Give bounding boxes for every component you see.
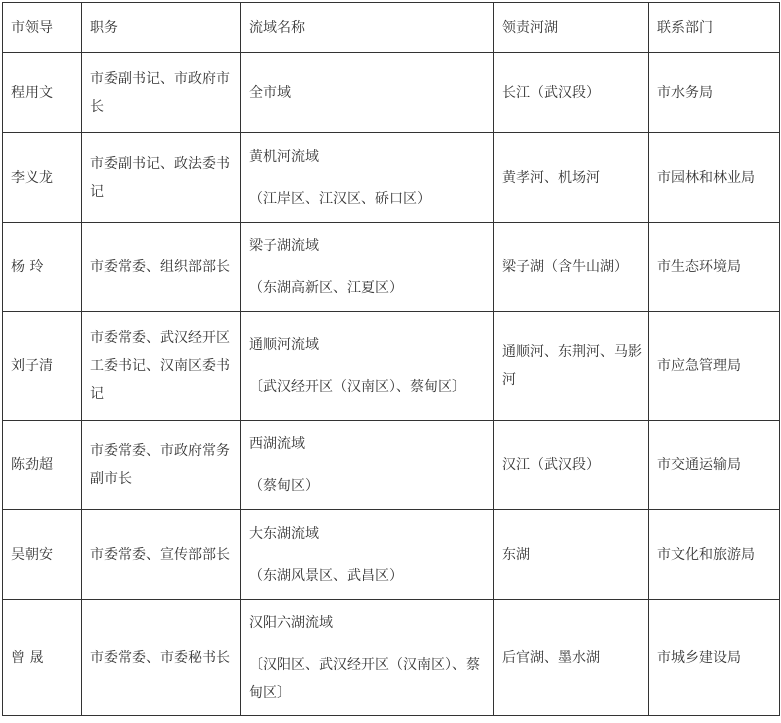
- position-cell: 市委副书记、市政府市长: [82, 53, 241, 133]
- department-cell: 市水务局: [649, 53, 780, 133]
- department-cell: 市应急管理局: [649, 312, 780, 421]
- rivers-cell: 汉江（武汉段）: [494, 421, 649, 510]
- basin-cell: [241, 600, 494, 716]
- table-row: [3, 223, 780, 312]
- header-position: 职务: [82, 3, 241, 53]
- basin-area: （东湖风景区、武昌区）: [249, 567, 403, 584]
- basin-name: 西湖流域: [249, 436, 305, 452]
- basin-name: 黄机河流域: [249, 148, 319, 165]
- leader-responsibility-table: [2, 2, 780, 716]
- basin-cell: [241, 53, 494, 133]
- basin-name: 汉阳六湖流域: [249, 614, 333, 631]
- basin-name: 梁子湖流域: [249, 238, 319, 254]
- leader-cell: 程用文: [3, 53, 82, 133]
- position-cell: 市委常委、武汉经开区工委书记、汉南区委书记: [82, 312, 241, 421]
- leader-cell: 曾 晟: [3, 600, 82, 716]
- basin-cell: [241, 312, 494, 421]
- table-row: [3, 421, 780, 510]
- basin-area: 〔武汉经开区（汉南区）、蔡甸区〕: [249, 379, 466, 395]
- table-row: [3, 312, 780, 421]
- header-leader: 市领导: [3, 3, 82, 53]
- table-row: [3, 53, 780, 133]
- leader-cell: 李义龙: [3, 133, 82, 223]
- rivers-cell: 后官湖、墨水湖: [494, 600, 649, 716]
- department-cell: 市文化和旅游局: [649, 510, 780, 600]
- header-basin: 流域名称: [241, 3, 494, 53]
- basin-area: （东湖高新区、江夏区）: [249, 280, 403, 296]
- leader-cell: 杨 玲: [3, 223, 82, 312]
- basin-name: 大东湖流域: [249, 525, 319, 542]
- basin-cell: [241, 510, 494, 600]
- table-row: [3, 510, 780, 600]
- rivers-cell: 东湖: [494, 510, 649, 600]
- basin-area: （蔡甸区）: [249, 478, 319, 494]
- department-cell: 市园林和林业局: [649, 133, 780, 223]
- position-cell: 市委常委、市政府常务副市长: [82, 421, 241, 510]
- rivers-cell: 长江（武汉段）: [494, 53, 649, 133]
- position-cell: 市委副书记、政法委书记: [82, 133, 241, 223]
- department-cell: 市交通运输局: [649, 421, 780, 510]
- leader-cell: 刘子清: [3, 312, 82, 421]
- position-cell: 市委常委、组织部部长: [82, 223, 241, 312]
- rivers-cell: 黄孝河、机场河: [494, 133, 649, 223]
- header-rivers: 领责河湖: [494, 3, 649, 53]
- table-row: [3, 600, 780, 716]
- rivers-cell: 梁子湖（含牛山湖）: [494, 223, 649, 312]
- table-header-row: [3, 3, 780, 53]
- basin-name: 全市域: [249, 84, 291, 101]
- basin-cell: [241, 421, 494, 510]
- table-row: [3, 133, 780, 223]
- position-cell: 市委常委、市委秘书长: [82, 600, 241, 716]
- leader-cell: 陈劲超: [3, 421, 82, 510]
- position-cell: 市委常委、宣传部部长: [82, 510, 241, 600]
- department-cell: 市生态环境局: [649, 223, 780, 312]
- basin-cell: [241, 223, 494, 312]
- basin-cell: [241, 133, 494, 223]
- leader-cell: 吴朝安: [3, 510, 82, 600]
- rivers-cell: 通顺河、东荆河、马影河: [494, 312, 649, 421]
- basin-area: （江岸区、江汉区、硚口区）: [249, 190, 431, 207]
- basin-name: 通顺河流域: [249, 337, 319, 353]
- department-cell: 市城乡建设局: [649, 600, 780, 716]
- header-department: 联系部门: [649, 3, 780, 53]
- basin-area: 〔汉阳区、武汉经开区（汉南区）、蔡甸区〕: [249, 656, 480, 701]
